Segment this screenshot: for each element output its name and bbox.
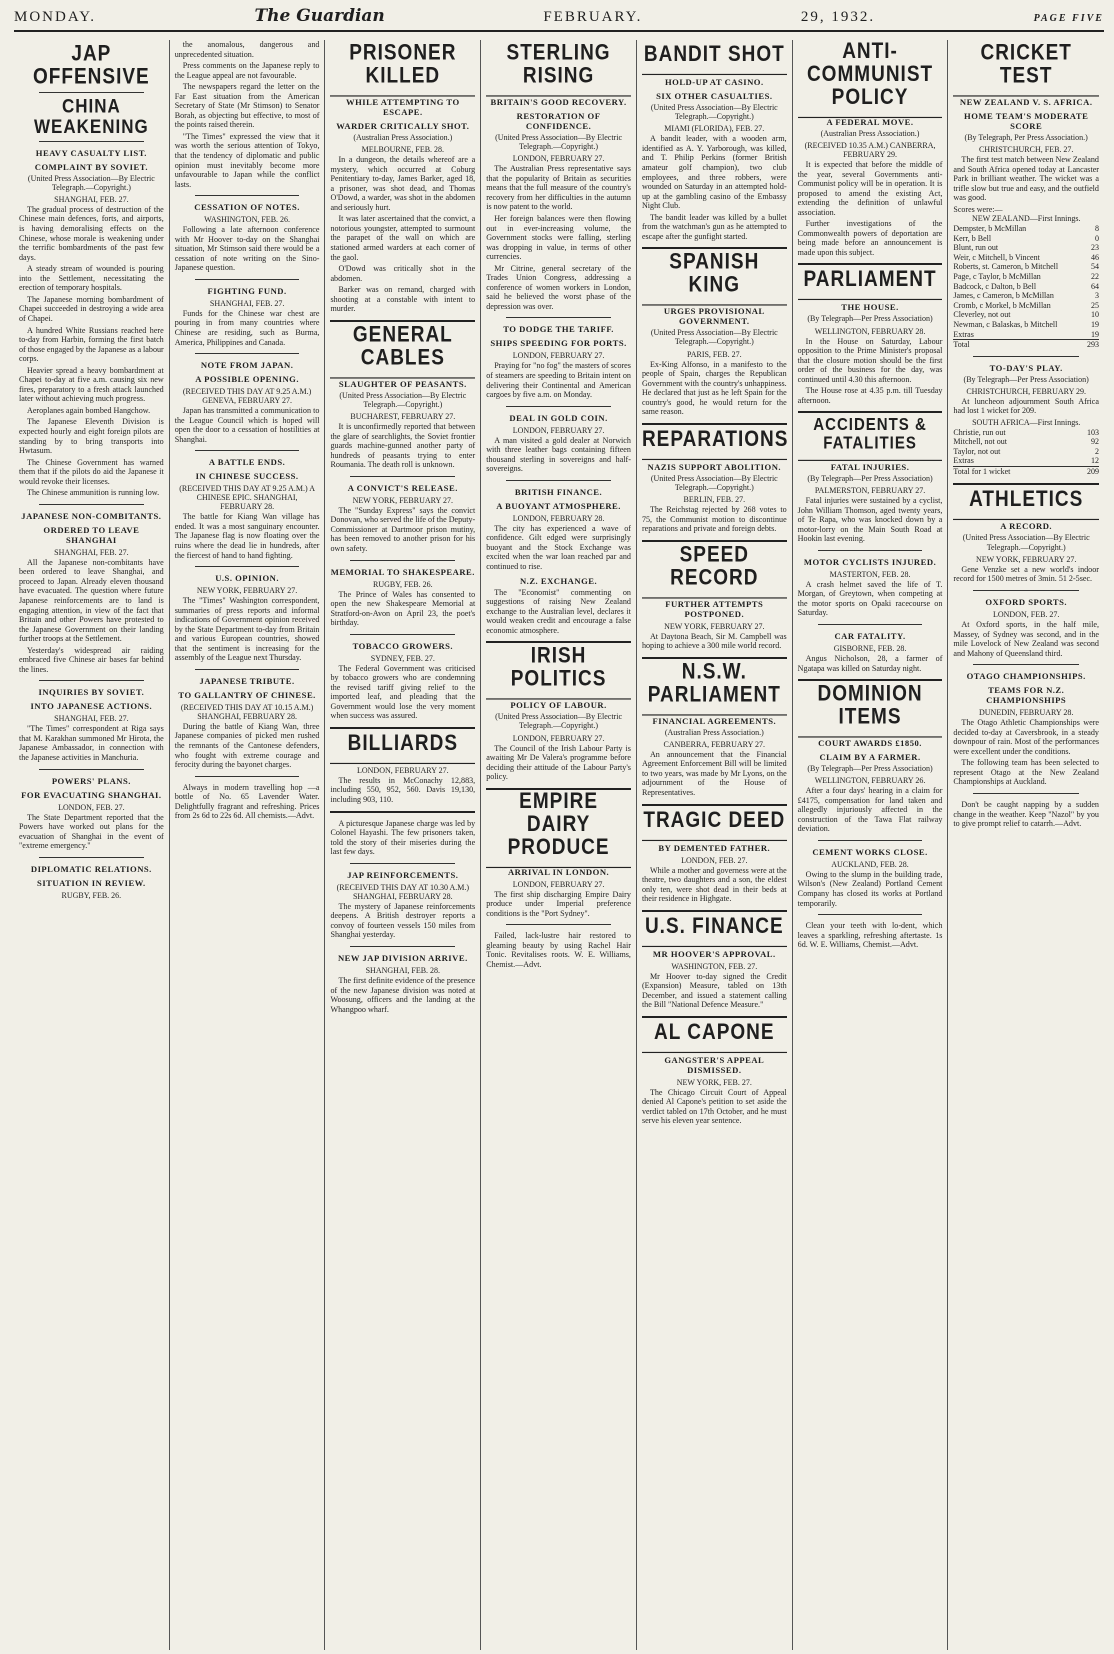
masthead-day: MONDAY. [14, 9, 96, 25]
paragraph: A crash helmet saved the life of T. Morgan, of Greytown, when competing at the motor sports on Opaki racecourse on Saturday. [797, 579, 943, 618]
credit-line: (United Press Association—By Electric Telegraph.—Copyright.) [650, 473, 778, 492]
headline-accidents-fatalities: ACCIDENTS & FATALITIES [798, 417, 943, 461]
deck: HOME TEAM'S MODERATE SCORE [964, 110, 1089, 131]
section-heading: IN CHINESE SUCCESS. [195, 471, 299, 482]
headline-sterling-rising: STERLING RISING [486, 42, 631, 96]
paragraph: Praying for "no fog" the masters of scores of steamers are speeding to Britain intent on delivering their Continental and American cargoes by five a.m. on Monday. [486, 361, 631, 400]
score-row: Extras 12 [953, 456, 1099, 466]
section-heading: OXFORD SPORTS. [985, 596, 1068, 607]
scorecard-label: Scores were:— [953, 204, 1003, 214]
credit-line: (By Telegraph—Per Press Association) [807, 473, 933, 483]
score-row: Kerr, b Bell 0 [953, 233, 1099, 243]
dateline: BERLIN, FEB. 27. [683, 495, 746, 505]
credit-line: (Australian Press Association.) [664, 727, 764, 737]
column-4 [481, 40, 637, 1650]
deck: NAZIS SUPPORT ABOLITION. [647, 461, 782, 472]
paragraph: The House rose at 4.35 p.m. till Tuesday afternoon. [797, 386, 943, 405]
dateline: NEW YORK, FEBRUARY 27. [664, 621, 765, 631]
masthead-month: FEBRUARY. [543, 9, 643, 25]
dateline: RUGBY, FEB. 26. [373, 579, 433, 589]
paragraph: It was later ascertained that the convict, a notorious youngster, attempted to surmount the parapet of the wall on which are stationed armed warders at each corner of the gaol. [330, 214, 476, 262]
dateline: SYDNEY, FEB. 27. [370, 653, 435, 663]
paragraph: A hundred White Russians reached here to-day from Harbin, forming the first batch of those engaged by the Japanese as a labour corps. [19, 325, 164, 364]
section-heading: A CONVICT'S RELEASE. [347, 482, 458, 493]
paragraph: A man visited a gold dealer at Norwich with three leather bags containing fifteen thousand sterling in sovereigns and half-sovereigns. [486, 435, 631, 474]
dateline: LONDON, FEB. 27. [992, 609, 1060, 619]
paragraph: Owing to the slump in the building trade, Wilson's (New Zealand) Portland Cement Company has closed its works at Portland temporarily. [797, 869, 943, 908]
section-heading: INTO JAPANESE ACTIONS. [30, 701, 153, 712]
scorecard-heading: SOUTH AFRICA—First Innings. [972, 417, 1081, 427]
section-heading: TO DODGE THE TARIFF. [503, 324, 614, 335]
column-6 [793, 40, 949, 1650]
credit-line: (United Press Association—By Electric Telegraph.—Copyright.) [650, 328, 778, 347]
section-heading: BRITISH FINANCE. [514, 486, 603, 497]
dateline: (RECEIVED THIS DAY AT 10.30 A.M.) SHANGHAI, FEBRUARY 28. [336, 882, 470, 901]
deck: FATAL INJURIES. [830, 461, 910, 472]
column-1 [14, 40, 170, 1650]
deck: HOLD-UP AT CASINO. [664, 76, 764, 87]
dateline: MIAMI (FLORIDA), FEB. 27. [664, 124, 765, 134]
paragraph: The battle for Kiang Wan village has ended. It was a most sanguinary encounter. The Japanese flag is now floating over the ruins where the dead lie in hundreds, after the fiercest of hand to hand fighting. [174, 512, 320, 560]
dateline: PALMERSTON, FEBRUARY 27. [814, 486, 926, 496]
headline-billiards: BILLIARDS [330, 733, 475, 764]
paragraph: Further investigations of the Commonwealth powers of deportation are being made before an announcement is made upon this subject. [797, 219, 943, 257]
deck: A FEDERAL MOVE. [826, 116, 914, 127]
paragraph: The Prince of Wales has consented to open the new Shakespeare Memorial at Stratford-on-Avon on April 23, the poet's birthday. [330, 589, 476, 628]
dateline: NEW YORK, FEBRUARY 27. [352, 495, 454, 505]
dateline: CANBERRA, FEBRUARY 27. [663, 739, 766, 749]
dateline: (RECEIVED 10.35 A.M.) CANBERRA, FEBRUARY 29. [804, 141, 936, 159]
paragraph: An announcement that the Financial Agreement Enforcement Bill will be limited to two years, was made by Mr Lyons, on the adjournment of the House of Representatives. [641, 749, 787, 798]
paragraph: Heavier spread a heavy bombardment at Chapei to-day at five a.m. causing six new fires, preparatory to a fresh attack launched later without achieving much progress. [19, 365, 164, 404]
section-heading: TO GALLANTRY OF CHINESE. [178, 689, 316, 700]
score-row: Weir, c Mitchell, b Vincent 46 [953, 252, 1099, 262]
section-heading: A BUOYANT ATMOSPHERE. [496, 500, 621, 511]
paragraph: After a four days' hearing in a claim for £4175, compensation for land taken and allegedly injuriously affected in the construction of the Tawa Flat railway deviation. [797, 786, 943, 834]
paragraph: The bandit leader was killed by a bullet from the watchman's gun as he attempted to escape after the gunfight started. [641, 212, 787, 241]
score-row: Cleverley, not out 10 [953, 310, 1099, 320]
paragraph: Gene Venzke set a new world's indoor record for 1500 metres of 3min. 51 2-5sec. [953, 564, 1099, 584]
headline-bandit-shot: BANDIT SHOT [642, 44, 787, 75]
dateline: CHRISTCHURCH, FEBRUARY 29. [966, 386, 1087, 396]
section-heading: TOBACCO GROWERS. [352, 640, 454, 651]
paragraph: Press comments on the Japanese reply to the League appeal are not favourable. [174, 61, 320, 80]
column-3 [325, 40, 481, 1650]
score-row: Christie, run out 103 [953, 427, 1099, 437]
paragraph: Japan has transmitted a communication to the League Council which is hoped will open the door to a cessation of hostilities at Shanghai. [174, 406, 320, 444]
headline-general-cables: GENERAL CABLES [330, 324, 475, 378]
section-heading: FIGHTING FUND. [207, 285, 287, 296]
paragraph: Ex-King Alfonso, in a manifesto to the people of Spain, charges the Republican Government with the country's unhappiness. He declared that just as he left Spain for the country's good, he would return for the same reason. [641, 359, 787, 417]
credit-line: (Australian Press Association.) [353, 132, 453, 142]
score-row: Dempster, b McMillan 8 [953, 223, 1099, 233]
paragraph: The Chinese Government has warned them that if the pilots do aid the Japanese it would revoke their licenses. [19, 457, 164, 486]
section-heading: NEW JAP DIVISION ARRIVE. [337, 952, 468, 963]
advertisement: Clean your teeth with lo-dent, which leaves a sparkling, refreshing aftertaste. 1s 6d. W. E. Williams, Chemist.—Advt. [797, 921, 943, 950]
deck: ARRIVAL IN LONDON. [507, 866, 610, 877]
dateline: PARIS, FEB. 27. [686, 349, 742, 359]
dateline: SHANGHAI, FEB. 27. [54, 547, 129, 557]
credit-line: (By Telegraph—Per Press Association) [807, 764, 933, 773]
dateline: LONDON, FEBRUARY 27. [512, 154, 605, 164]
headline-reparations: REPARATIONS [642, 429, 787, 460]
paragraph: At Oxford sports, in the half mile, Massey, of Sydney was second, and in the mile Lovelock of New Zealand was second and Mahony of Queensland third. [953, 619, 1099, 658]
paragraph: It is unconfirmedly reported that between the glare of searchlights, the Soviet frontier guards machine-gunned another party of hundreds of peasants trying to enter Roumania. The death roll is unknown. [330, 422, 476, 470]
deck: NEW ZEALAND V. S. AFRICA. [959, 96, 1093, 107]
masthead-page-number: PAGE FIVE [1033, 13, 1104, 24]
dateline: RUGBY, FEB. 26. [61, 890, 122, 900]
paragraph: At luncheon adjournment South Africa had lost 1 wicket for 209. [953, 396, 1099, 416]
deck: COURT AWARDS £1850. [818, 738, 922, 748]
dateline: (RECEIVED THIS DAY AT 9.25 A.M.) A CHINESE EPIC. SHANGHAI, FEBRUARY 28. [179, 484, 315, 512]
paragraph: Mr Citrine, general secretary of the Trades Union Congress, addressing a conference of women workers in London, said he believed the worst phase of the depression was over. [486, 263, 631, 311]
section-heading: INQUIRIES BY SOVIET. [38, 687, 145, 698]
credit-line: (United Press Association—By Electric Telegraph.—Copyright.) [495, 132, 622, 152]
section-heading: SHIPS SPEEDING FOR PORTS. [490, 338, 627, 349]
paragraph: Funds for the Chinese war chest are pouring in from many countries where Chinese are residing, such as Burma, America, Philippines and Canada. [174, 308, 320, 347]
paragraph: Fatal injuries were sustained by a cyclist, John William Thomson, aged twenty years, of Te Rapa, who was knocked down by a motor-lorry on the Main South Road at Hookin last evening. [797, 496, 943, 544]
score-row: Badcock, c Dalton, b Bell 64 [953, 281, 1099, 291]
paragraph: The first ship discharging Empire Dairy produce under Imperial preference conditions is the "Port Sydney". [486, 889, 631, 918]
paragraph: The Japanese morning bombardment of Chapei succeeded in destroying a wide area of Chapei. [19, 294, 164, 323]
paragraph: Yesterday's widespread air raiding embraced five Chinese air bases far behind the lines. [19, 645, 164, 674]
dateline: SHANGHAI, FEB. 27. [209, 298, 285, 308]
paragraph: The first definite evidence of the presence of the new Japanese division was noted at Woosung, officers and the landing at the Whangpoo wharf. [330, 975, 476, 1014]
headline-speed-record: SPEED RECORD [642, 544, 787, 598]
credit-line: (United Press Association—By Electric Telegraph.—Copyright.) [27, 173, 155, 192]
score-row: Extras 19 [953, 329, 1099, 339]
paragraph: The Japanese Eleventh Division is expected hourly and eight foreign pilots are standing by to bring transports into Hwtasum. [19, 417, 164, 456]
paragraph: The Australian Press representative says that the popularity of Britain as securities means that the full measure of the country's recovery from her difficulties in the autumn is now patent to the world. [486, 164, 631, 212]
headline-irish-politics: IRISH POLITICS [486, 646, 631, 700]
paragraph: Her foreign balances were then flowing out in ever-increasing volume, the Government stocks were falling, sterling was dropping in value, in terms of other currencies. [486, 213, 631, 262]
score-row: Blunt, run out 23 [953, 243, 1099, 253]
paragraph: "The Times" expressed the view that it was worth the serious attention of Tokyo, that the tendency of diplomatic and public opinion must inevitably become more unfavourable to Japan while the conflict lasts. [174, 131, 320, 189]
paragraph: The newspapers regard the letter on the Far East situation from the American Secretary of State (Mr Stimson) to Senator Borah, as objecting but effective, to most of the points raised therein. [174, 82, 320, 130]
dateline: LONDON, FEB. 27. [58, 802, 125, 812]
paragraph: At Daytona Beach, Sir M. Campbell was hoping to achieve a 300 mile world record. [641, 631, 787, 651]
paragraph: Mr Hoover to-day signed the Credit (Expansion) Measure, tabled on 13th December, and issued a statement calling the Bill "National Defence Measure." [641, 971, 787, 1010]
paragraph: A picturesque Japanese charge was led by Colonel Hayashi. The few prisoners taken, told the story of their miseries during the last few days. [330, 818, 476, 857]
deck: COMPLAINT BY SOVIET. [34, 161, 148, 172]
paragraph: The Chicago Circuit Court of Appeal denied Al Capone's petition to set aside the verdict tabled on 17th October, and he must serve his eleven year sentence. [641, 1087, 787, 1126]
headline-parliament: PARLIAMENT [798, 269, 943, 300]
section-heading: A BATTLE ENDS. [208, 457, 286, 468]
paragraph: The Council of the Irish Labour Party is awaiting Mr De Valera's programme before deciding their attitude of the Labour Party's policy. [486, 743, 631, 782]
advertisement: Don't be caught napping by a sudden change in the weather. Keep "Nazol" by you to give prompt relief to catarrh.—Advt. [953, 799, 1099, 829]
paragraph: the anomalous, dangerous and unprecedented situation. [174, 40, 320, 59]
dateline: LONDON, FEBRUARY 27. [512, 879, 605, 889]
paragraph: The results in McConachy 12,883, including 550, 952, 560. Davis 19,130, including 903, 110. [330, 775, 476, 805]
paragraph: The "Sunday Express" says the convict Donovan, who served the life of the Deputy-Commissioner at Dartmoor prison mutiny, has been removed to another prison for his own safety. [330, 505, 476, 553]
section-heading: U.S. OPINION. [215, 573, 279, 584]
dateline: LONDON, FEBRUARY 27. [512, 733, 605, 743]
deck: FINANCIAL AGREEMENTS. [652, 715, 777, 726]
dateline: LONDON, FEBRUARY 27. [512, 351, 605, 361]
credit-line: (Australian Press Association.) [820, 128, 920, 138]
deck: WARDER CRITICALLY SHOT. [336, 120, 470, 131]
dateline: LONDON, FEBRUARY 27. [356, 765, 449, 775]
column-5 [637, 40, 793, 1650]
credit-line: (United Press Association—By Electric Telegraph.—Copyright.) [962, 533, 1090, 552]
paragraph: While a mother and governess were at the theatre, two daughters and a son, the eldest only ten, were shot dead in their beds at their residence in Highgate. [641, 865, 787, 904]
deck: FURTHER ATTEMPTS POSTPONED. [665, 598, 764, 619]
deck: SIX OTHER CASUALTIES. [656, 90, 773, 101]
paragraph: The mystery of Japanese reinforcements deepens. A British destroyer reports a convoy of fourteen vessels 150 miles from Shanghai yesterday. [330, 901, 476, 940]
credit-line: (United Press Association—By Electric Telegraph.—Copyright.) [495, 712, 622, 731]
section-heading: DIPLOMATIC RELATIONS. [30, 863, 152, 874]
paragraph: The following team has been selected to represent Otago at the New Zealand Championships at Auckland. [953, 758, 1099, 787]
section-heading: OTAGO CHAMPIONSHIPS. [966, 671, 1086, 682]
headline-tragic-deed: TRAGIC DEED [642, 810, 787, 841]
paragraph: O'Dowd was critically shot in the abdomen. [330, 264, 476, 283]
dateline: GISBORNE, FEB. 28. [833, 644, 907, 654]
section-heading: ORDERED TO LEAVE SHANGHAI [43, 524, 140, 545]
section-heading: SITUATION IN REVIEW. [37, 877, 146, 888]
score-row: Newman, c Balaskas, b Mitchell 19 [953, 319, 1099, 329]
dateline: BUCHAREST, FEBRUARY 27. [350, 412, 456, 422]
scorecard-south-africa [953, 418, 1099, 477]
headline-al-capone: AL CAPONE [642, 1022, 787, 1053]
credit-line: (United Press Association—By Electric Telegraph.—Copyright.) [339, 390, 467, 409]
score-row: Taylor, not out 2 [953, 446, 1099, 456]
deck: WHILE ATTEMPTING TO ESCAPE. [346, 96, 460, 117]
deck: POLICY OF LABOUR. [510, 700, 607, 711]
deck: MR HOOVER'S APPROVAL. [652, 948, 776, 959]
section-heading: DEAL IN GOLD COIN. [509, 412, 608, 423]
headline-nsw-parliament: N.S.W. PARLIAMENT [642, 661, 787, 715]
deck: CLAIM BY A FARMER. [819, 752, 921, 762]
section-heading: MEMORIAL TO SHAKESPEARE. [330, 566, 475, 577]
section-heading: TO-DAY'S PLAY. [989, 362, 1063, 373]
score-total: Total 293 [953, 340, 1099, 350]
dateline: LONDON, FEB. 27. [681, 855, 748, 865]
advertisement: Failed, lack-lustre hair restored to gleaming beauty by using Rachel Hair Tonic. Revitalises roots. W. E. Williams, Chemist.—Advt. [486, 931, 631, 969]
headline-cricket-test: CRICKET TEST [953, 42, 1099, 96]
credit-line: (United Press Association—By Electric Telegraph.—Copyright.) [650, 102, 778, 122]
paragraph: The Otago Athletic Championships were decided to-day at Caversbrook, in a steady downpour of rain. Most of the performances were excellent under the conditions. [953, 718, 1099, 756]
deck: RESTORATION OF CONFIDENCE. [516, 110, 601, 131]
dateline: (RECEIVED THIS DAY AT 10.15 A.M.) SHANGHAI, FEBRUARY 28. [180, 702, 314, 721]
headline-empire-dairy-produce: EMPIRE DAIRY PRODUCE [486, 791, 631, 868]
dateline: SHANGHAI, FEB. 28. [365, 965, 441, 975]
paragraph: The "Economist" commenting on suggestions of raising New Zealand exchange to the Australian level, declares it would weaken credit and encourage a false economic atmosphere. [486, 587, 631, 635]
dateline: AUCKLAND, FEB. 28. [831, 859, 909, 869]
masthead-date: 29, 1932. [800, 9, 876, 25]
section-heading: TEAMS FOR N.Z. CHAMPIONSHIPS [986, 685, 1067, 706]
section-heading: CAR FATALITY. [834, 631, 906, 642]
paragraph: The State Department reported that the Powers have worked out plans for the evacuation of Shanghai in the event of "extreme emergency." [19, 812, 164, 851]
paragraph: The gradual process of destruction of the Chinese main defences, forts, and airports, is having demoralising effects on the Chinese, whose morale is weakening under the terrific bombardments of the past few days. [19, 204, 164, 262]
paragraph: The city has experienced a wave of confidence. Gilt edged were surprisingly buoyant and the Stock Exchange was excited when the war loan reached par and continued to rise. [486, 523, 631, 572]
section-heading: A POSSIBLE OPENING. [195, 374, 300, 385]
column-2 [170, 40, 326, 1650]
advertisement: Always in modern travelling hop —a bottle of No. 65 Lavender Water. Delightfully fragrant and refreshing. Prices from 2s 6d to 22s 6d. All chemists.—Advt. [174, 782, 320, 821]
masthead [14, 6, 1104, 32]
deck: SLAUGHTER OF PEASANTS. [338, 378, 467, 389]
deck: HEAVY CASUALTY LIST. [35, 147, 147, 158]
masthead-paper-title: The Guardian [254, 6, 385, 26]
score-row: Page, c Taylor, b McMillan 22 [953, 271, 1099, 281]
paragraph: The Federal Government was criticised by tobacco growers who are condemning the revised tariff giving relief to the imported leaf, and pleading that the Government would lose the very moment when success was assured. [330, 663, 476, 721]
section-heading: JAPANESE NON-COMBITANTS. [21, 510, 162, 521]
paragraph: Aeroplanes again bombed Hangchow. [27, 405, 151, 415]
paragraph: Angus Nicholson, 28, a farmer of Ngatapa was killed on Saturday night. [797, 654, 943, 673]
dateline: NEW YORK, FEBRUARY 27. [196, 586, 298, 596]
paragraph: A bandit leader, with a wooden arm, identified as A. Y. Yarborough, was killed, and T. Philip Perkins (former British amateur golf champion), two club employees, and three robbers, were wounded on Saturday in an attempted hold-up at the gambling casino of the Embassy Night Club. [641, 134, 787, 211]
section-heading: JAPANESE TRIBUTE. [199, 675, 295, 686]
paragraph: During the battle of Kiang Wan, three Japanese companies of picked men rushed the remnants of the Cantonese defenders, who fought with extreme courage and ferocity during the bayonet charges. [174, 721, 320, 770]
dateline: CHRISTCHURCH, FEB. 27. [978, 145, 1074, 155]
section-heading: CEMENT WORKS CLOSE. [812, 846, 928, 857]
headline-prisoner-killed: PRISONER KILLED [330, 42, 475, 96]
headline-dominion-items: DOMINION ITEMS [798, 684, 943, 738]
score-total: Total for 1 wicket 209 [953, 466, 1099, 476]
paragraph: A steady stream of wounded is pouring into the Settlement, necessitating the erection of temporary hospitals. [19, 264, 164, 293]
article-columns [14, 40, 1104, 1650]
deck: GANGSTER'S APPEAL DISMISSED. [664, 1054, 765, 1075]
dateline: NEW YORK, FEB. 27. [676, 1077, 752, 1087]
section-heading: CESSATION OF NOTES. [194, 202, 300, 213]
headline-anti-communist-policy: ANTI-COMMUNIST POLICY [798, 41, 943, 118]
paragraph: It is expected that before the middle of the year, several Governments anti-Communist policy will be in operation. It is proposed to amend the existing Act, extending the definition of unlawful association. [797, 160, 943, 217]
dateline: LONDON, FEBRUARY 27. [512, 425, 605, 435]
credit-line: (By Telegraph—Per Press Association) [963, 374, 1089, 384]
score-row: James, c Cameron, b McMillan 3 [953, 291, 1099, 301]
headline-athletics: ATHLETICS [953, 489, 1099, 520]
section-heading: POWERS' PLANS. [51, 775, 131, 786]
deck: THE HOUSE. [841, 302, 899, 313]
section-heading: MOTOR CYCLISTS INJURED. [803, 556, 937, 567]
paragraph: All the Japanese non-combitants have been ordered to leave Shanghai, and proceed to Japan. Already eleven thousand have evacuated. The question where future Japanese reinforcements are to land is engaging attention, in view of the fact that Britain and other Powers have protested to the Japanese Government on their landing further troops at the Settlement. [19, 557, 164, 644]
paragraph: The Chinese ammunition is running low. [27, 488, 160, 498]
column-7 [948, 40, 1104, 1650]
dateline: WASHINGTON, FEB. 26. [204, 215, 291, 225]
section-heading: FOR EVACUATING SHANGHAI. [21, 789, 162, 800]
paragraph: In the House on Saturday, Labour opposition to the Prime Minister's proposal that the closure motion should be the first order of the business for the day, was continued until 4.30 this afternoon. [797, 336, 943, 384]
scorecard-heading: NEW ZEALAND—First Innings. [971, 214, 1081, 224]
dateline: MELBOURNE, FEB. 28. [361, 145, 445, 155]
paragraph: The Reichstag rejected by 268 votes to 75, the Communist motion to discontinue reparations and private and foreign debts. [641, 505, 787, 534]
paragraph: In a dungeon, the details whereof are a mystery, which occurred at Coburg Penitentiary to-day, James Barker, aged 18, a prisoner, was shot dead, and Thomas O'Dowd, a warder, was shot in the abdomen and seriously hurt. [330, 155, 476, 212]
credit-line: (By Telegraph, Per Press Association.) [964, 132, 1088, 142]
paragraph: "The Times" correspondent at Riga says that M. Karakhan summoned Mr Hirota, the Japanese Ambassador, in connection with the Japanese activities in Manchuria. [19, 724, 164, 762]
paragraph: The first test match between New Zealand and South Africa opened today at Lancaster Park in brilliant weather. The wicket was a trifle slow but true and easy, and the outfield was good. [953, 155, 1099, 203]
dateline: LONDON, FEBRUARY 28. [512, 513, 605, 523]
paragraph: Barker was on remand, charged with shooting at a constable with intent to murder. [330, 285, 476, 314]
headline-jap-offensive: JAP OFFENSIVE [33, 41, 150, 89]
deck: URGES PROVISIONAL GOVERNMENT. [663, 306, 765, 327]
score-row: Cromb, c Morkel, b McMillan 25 [953, 300, 1099, 310]
paragraph: Following a late afternoon conference with Mr Hoover to-day on the Shanghai situation, Mr Stimson said there would be a cessation of note writing on the Sino-Japanese question. [174, 225, 320, 273]
dateline: DUNEDIN, FEBRUARY 28. [979, 708, 1074, 718]
dateline: NEW YORK, FEBRUARY 27. [976, 554, 1077, 564]
dateline: WASHINGTON, FEB. 27. [671, 961, 758, 971]
dateline: (RECEIVED THIS DAY AT 9.25 A.M.) GENEVA, FEBRUARY 27. [182, 387, 312, 406]
dateline: SHANGHAI, FEB. 27. [54, 714, 129, 724]
score-row: Mitchell, not out 92 [953, 437, 1099, 447]
credit-line: (By Telegraph—Per Press Association) [807, 314, 933, 324]
scorecard-new-zealand [953, 205, 1099, 350]
dateline: MASTERTON, FEB. 28. [829, 569, 911, 579]
deck: A RECORD. [1000, 521, 1053, 532]
section-heading: JAP REINFORCEMENTS. [347, 869, 459, 880]
section-heading: NOTE FROM JAPAN. [200, 360, 294, 371]
paragraph: The "Times" Washington correspondent, summaries of press reports and informal indications of Government opinion received by the State Department to-day from Britain and various European countries, showed that the sentiment is increasing for the assembly of the League next Thursday. [174, 596, 320, 663]
deck: BRITAIN'S GOOD RECOVERY. [490, 96, 627, 107]
subhead-china-weakening: CHINA WEAKENING [33, 95, 149, 138]
score-row: Roberts, st. Cameron, b Mitchell 54 [953, 262, 1099, 272]
headline-us-finance: U.S. FINANCE [642, 916, 787, 947]
deck: BY DEMENTED FATHER. [658, 842, 771, 853]
dateline: WELLINGTON, FEBRUARY 28. [814, 326, 926, 336]
section-heading: N.Z. EXCHANGE. [519, 575, 598, 586]
dateline: WELLINGTON, FEBRUARY 26. [814, 776, 926, 786]
headline-spanish-king: SPANISH KING [642, 252, 787, 306]
dateline: SHANGHAI, FEB. 27. [54, 194, 129, 204]
